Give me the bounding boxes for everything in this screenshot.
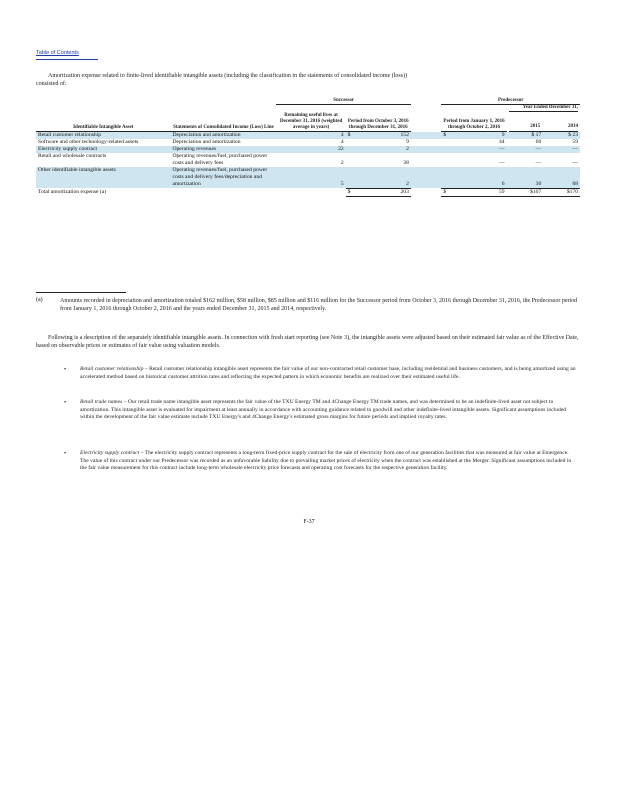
bullet-title: Retail customer relationship: [80, 366, 144, 372]
footnote-mark: (a): [36, 297, 43, 303]
description-paragraph: Following is a description of the separately identifiable intangible assets. In connection with fresh start reporting (see Note 3), the intangible assets were adjusted based on their estimated fair value as of the Effective Date, based on observable prices or estimates of fair value using valuation models.: [36, 335, 579, 350]
bullet-dot: •: [64, 367, 67, 373]
successor-header: Successor: [276, 98, 410, 105]
row-statement-line: Operating revenues/fuel, purchased power costs and delivery fees: [172, 153, 268, 167]
total-successor-value: 203: [358, 188, 411, 196]
row-asset: Software and other technology-related assets: [38, 139, 139, 146]
row-successor-value: 9: [406, 139, 409, 146]
bullet-title: Electricity supply contract: [80, 450, 140, 456]
bullet-title: Retail trade names: [80, 399, 123, 405]
bullet-body: – The electricity supply contract represents a long-term fixed-price supply contract for the sale of electricity from one of our generation facilities that was measured at fair value at Emergence. The value of this contract under our Predecessor was recorded as an unfavorable liability due to prevailing market prices of electricity when the contract was established at the Merger. Significant assumptions included in the fair value measurement for this contract include long-term wholesale electricity price forecasts and operating cost forecasts for the respective generation facility.: [80, 450, 572, 472]
row-successor-symbol: [346, 146, 358, 153]
col-header-successor-period: Period from October 3, 2016 through December 31, 2016: [346, 105, 411, 132]
bullet-electricity-supply-contract: [80, 450, 578, 473]
total-row: [36, 188, 580, 196]
row-predecessor-value: —: [454, 146, 507, 153]
row-statement-line: Operating revenues: [170, 146, 276, 153]
row-predecessor-symbol: [441, 153, 453, 167]
page-number: F-37: [303, 519, 315, 525]
row-useful-life: 4: [340, 139, 344, 146]
row-predecessor-value: 9: [454, 132, 507, 140]
row-2015-value: 60: [535, 139, 542, 146]
row-predecessor-value: 6: [454, 167, 507, 188]
row-successor-value: 152: [358, 132, 411, 140]
row-useful-life: 2: [340, 160, 344, 167]
col-header-2015: 2015: [530, 124, 541, 130]
predecessor-header: Predecessor: [441, 98, 580, 105]
bullet-body: – Our retail trade name intangible asset represents the fair value of the TXU Energy TM and 4Change Energy TM trade names, and was determined to be an indefinite-lived asset not subject to amortization. This intangible asset is evaluated for impairment at least annually in accordance with accounting guidance related to goodwill and other indefinite-lived intangible assets. Significant assumptions included within the development of the fair value estimate include TXU Energy's and 4Change Energy's estimated gross margins for future periods and implied royalty rates.: [80, 399, 567, 421]
row-useful-life: 4: [276, 132, 345, 140]
col-header-asset: Identifiable Intangible Asset: [36, 105, 170, 132]
row-2015-value: —: [507, 146, 544, 153]
row-asset: Other identifiable intangible assets: [36, 167, 170, 188]
row-successor-value: 38: [403, 160, 409, 167]
bullet-dot: •: [64, 400, 67, 406]
total-2015-value: $107: [507, 188, 544, 196]
col-header-year-ended: Year Ended December 31,: [509, 105, 578, 112]
row-predecessor-symbol: $: [441, 132, 453, 140]
toc-underline: [36, 59, 98, 60]
row-2014-value: 88: [543, 167, 580, 188]
table-row: [36, 167, 580, 188]
row-useful-life: 5: [276, 167, 345, 188]
row-statement-line: Depreciation and amortization: [170, 132, 276, 140]
bullet-body: – Retail customer relationship intangible asset represents the fair value of our non-contracted retail customer base, including residential and business customers, and is being amortized using an accelerated method based on historical customer attrition rates and reflecting the expected pattern in which economic benefits are realized over their estimated useful life.: [80, 366, 576, 380]
row-2014-value: —: [572, 160, 578, 167]
total-successor-symbol: $: [346, 188, 358, 196]
col-header-statement: Statements of Consolidated Income (Loss) Line: [170, 105, 276, 132]
footnote-text: Amounts recorded in depreciation and amortization totaled $162 million, $58 million, $85 million and $116 million for the Successor period from October 3, 2016 through December 31, 2016, the Predecessor period from January 1, 2016 through October 2, 2016 and the years ended December 31, 2015 and 2014, respectively.: [60, 298, 578, 313]
bullet-dot: •: [64, 451, 67, 457]
row-successor-symbol: [346, 153, 358, 167]
row-predecessor-value: —: [499, 160, 505, 167]
row-predecessor-symbol: [441, 139, 453, 146]
table-of-contents-link[interactable]: Table of Contents: [36, 50, 79, 56]
footnote-separator: [36, 292, 126, 293]
row-useful-life: 22: [276, 146, 345, 153]
row-2015-value: —: [535, 160, 542, 167]
bullet-retail-customer-relationship: [80, 366, 578, 381]
row-predecessor-symbol: [441, 167, 453, 188]
row-2015-value: 30: [507, 167, 544, 188]
row-asset: Retail customer relationship: [36, 132, 170, 140]
col-header-2014: 2014: [568, 124, 578, 130]
row-asset: Electricity supply contract: [36, 146, 170, 153]
row-statement-line: Depreciation and amortization: [172, 139, 241, 146]
table-row: [36, 146, 580, 153]
row-2014-value: 59: [572, 139, 578, 146]
row-successor-symbol: [346, 139, 358, 146]
row-statement-line: Operating revenues/fuel, purchased power costs and delivery fees/depreciation and amortization: [170, 167, 276, 188]
total-predecessor-symbol: $: [441, 188, 453, 196]
row-2014-value: $ 23: [543, 132, 580, 140]
row-successor-value: 2: [358, 146, 411, 153]
row-successor-symbol: $: [346, 132, 358, 140]
table-row: [36, 139, 580, 146]
row-asset: Retail and wholesale contracts: [38, 153, 107, 160]
table-row: [36, 153, 580, 167]
row-successor-symbol: [346, 167, 358, 188]
row-predecessor-value: 44: [499, 139, 505, 146]
year-headers: [509, 124, 578, 131]
year-ended-block: [507, 105, 580, 132]
total-label: Total amortization expense (a): [38, 189, 107, 196]
amortization-table: [36, 98, 580, 197]
intro-line-1: Amortization expense related to finite-lived identifiable intangible assets (including the classification in the statements of consolidated income (loss)): [48, 73, 408, 79]
row-2014-value: —: [543, 146, 580, 153]
row-2015-value: $ 17: [507, 132, 544, 140]
col-header-predecessor-period: Period from January 1, 2016 through October 2, 2016: [441, 105, 506, 132]
row-predecessor-symbol: [441, 146, 453, 153]
total-predecessor-value: 59: [454, 188, 507, 196]
col-header-useful-life: Remaining useful lives at December 31, 2016 (weighted average in years): [276, 105, 345, 132]
bullet-retail-trade-names: [80, 399, 578, 422]
table-row: [36, 132, 580, 140]
intro-line-2: consisted of:: [36, 81, 67, 87]
row-successor-value: 2: [358, 167, 411, 188]
total-2014-value: $170: [543, 188, 580, 196]
